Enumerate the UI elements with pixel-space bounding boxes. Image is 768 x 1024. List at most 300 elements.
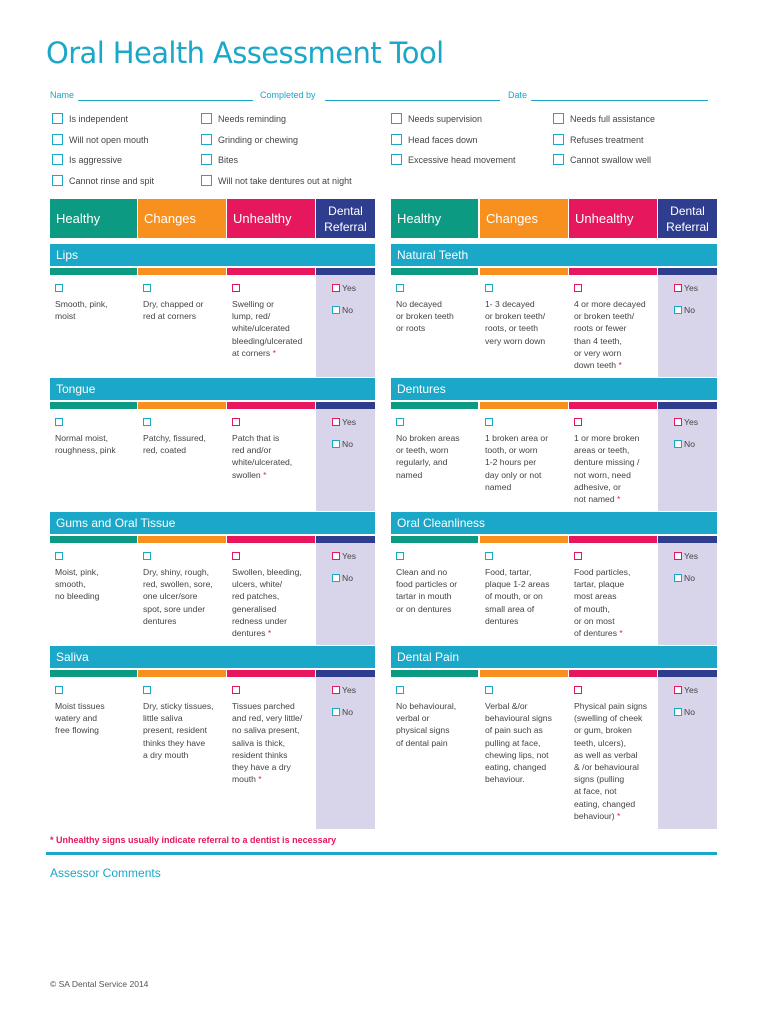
cell-text: named bbox=[485, 481, 512, 492]
referral-yes[interactable] bbox=[332, 417, 356, 427]
cell-text-line bbox=[485, 432, 567, 444]
referral-no-label: No bbox=[684, 439, 695, 449]
referral-yes[interactable] bbox=[674, 417, 698, 427]
option-item[interactable] bbox=[391, 114, 482, 125]
cell-text-line bbox=[574, 724, 656, 736]
color-strip bbox=[658, 670, 717, 677]
referral-no-checkbox[interactable] bbox=[674, 440, 682, 448]
section-tongue bbox=[50, 378, 375, 400]
cell-text-line bbox=[143, 310, 225, 322]
cell-text: thinks they have bbox=[143, 737, 206, 748]
cell-text: Clean and no bbox=[396, 567, 448, 577]
cell-text-line bbox=[143, 603, 225, 615]
cell-text: Moist, pink, bbox=[55, 567, 99, 577]
color-strip bbox=[50, 402, 137, 409]
referral-yes[interactable] bbox=[332, 551, 356, 561]
option-checkbox[interactable] bbox=[52, 175, 63, 186]
color-strip bbox=[391, 670, 478, 677]
referral-yes-checkbox[interactable] bbox=[674, 552, 682, 560]
cell-text: Dry, sticky tissues, bbox=[143, 701, 214, 711]
option-checkbox[interactable] bbox=[391, 113, 402, 124]
cell-text: very worn down bbox=[485, 335, 546, 346]
option-checkbox[interactable] bbox=[553, 154, 564, 165]
color-strip bbox=[391, 268, 478, 275]
cell-text: dentures bbox=[485, 615, 519, 626]
name-field[interactable] bbox=[78, 100, 253, 101]
cell-text-line bbox=[574, 761, 656, 773]
assessment-cell-unhealthy bbox=[574, 284, 656, 371]
unhealthy-checkbox[interactable] bbox=[574, 686, 582, 694]
option-item[interactable] bbox=[391, 155, 516, 166]
cell-text: & /or behavioural bbox=[574, 762, 639, 773]
color-strip bbox=[658, 402, 717, 409]
section-title: Natural Teeth bbox=[397, 248, 469, 262]
assessment-cell-unhealthy bbox=[232, 284, 314, 359]
section-title: Saliva bbox=[56, 650, 89, 664]
cell-text: behaviour) bbox=[574, 810, 615, 821]
cell-text: watery and bbox=[55, 713, 98, 724]
referral-no-label: No bbox=[342, 707, 353, 717]
changes-checkbox[interactable] bbox=[143, 686, 151, 694]
color-strip bbox=[316, 402, 375, 409]
healthy-checkbox[interactable] bbox=[396, 552, 404, 560]
cell-text: or very worn bbox=[574, 347, 622, 358]
cell-text-line bbox=[396, 456, 477, 468]
option-checkbox[interactable] bbox=[201, 134, 212, 145]
cell-text: they have a dry bbox=[232, 762, 291, 773]
changes-checkbox[interactable] bbox=[143, 284, 151, 292]
changes-checkbox[interactable] bbox=[485, 686, 493, 694]
cell-text-line bbox=[485, 469, 567, 481]
cell-text-line bbox=[232, 335, 314, 347]
cell-text: lump, red/ bbox=[232, 311, 271, 322]
header-label-line: Dental bbox=[670, 203, 705, 218]
section-title: Dental Pain bbox=[397, 650, 460, 664]
cell-text-line bbox=[232, 627, 314, 639]
healthy-checkbox[interactable] bbox=[55, 418, 63, 426]
color-strip bbox=[138, 670, 226, 677]
cell-text: swollen bbox=[232, 469, 261, 480]
referral-no-checkbox[interactable] bbox=[332, 708, 340, 716]
cell-text-line bbox=[55, 310, 136, 322]
referral-no-checkbox[interactable] bbox=[332, 440, 340, 448]
referral-no-checkbox[interactable] bbox=[332, 574, 340, 582]
referral-yes-checkbox[interactable] bbox=[332, 686, 340, 694]
referral-cell bbox=[658, 677, 717, 829]
cell-text: Dry, shiny, rough, bbox=[143, 567, 210, 577]
color-strip bbox=[569, 402, 657, 409]
color-strip bbox=[316, 670, 375, 677]
referral-no[interactable] bbox=[332, 439, 353, 449]
cell-text: Verbal &/or bbox=[485, 701, 528, 711]
cell-text: or broken teeth bbox=[396, 311, 454, 322]
header-label bbox=[666, 203, 709, 235]
cell-text: of dentures bbox=[574, 628, 617, 639]
cell-text: red and/or bbox=[232, 445, 272, 456]
cell-text-line bbox=[574, 737, 656, 749]
referral-yes-checkbox[interactable] bbox=[332, 284, 340, 292]
cell-text-line bbox=[232, 566, 314, 578]
referral-yes[interactable] bbox=[332, 283, 356, 293]
color-strip bbox=[316, 268, 375, 275]
header-label: Changes bbox=[144, 211, 197, 226]
assessment-cell-unhealthy bbox=[232, 418, 314, 481]
assessment-cell-healthy bbox=[55, 418, 136, 456]
assessment-cell-healthy bbox=[55, 552, 136, 603]
cell-text-line bbox=[396, 700, 477, 712]
assessment-cell-healthy bbox=[396, 418, 477, 481]
cell-text: bleeding/ulcerated bbox=[232, 335, 303, 346]
section-saliva bbox=[50, 646, 375, 668]
cell-text-line bbox=[396, 298, 477, 310]
cell-text-line bbox=[396, 603, 477, 615]
cell-text: tooth, or worn bbox=[485, 445, 538, 456]
assessment-cell-healthy bbox=[396, 552, 477, 615]
changes-checkbox[interactable] bbox=[485, 418, 493, 426]
column-header-unhealthy bbox=[569, 199, 657, 238]
option-label: Is aggressive bbox=[69, 155, 123, 165]
option-item[interactable] bbox=[553, 155, 651, 166]
referral-no-checkbox[interactable] bbox=[332, 306, 340, 314]
option-label: Grinding or chewing bbox=[218, 135, 299, 145]
healthy-checkbox[interactable] bbox=[55, 552, 63, 560]
cell-text: No broken areas bbox=[396, 433, 460, 443]
cell-text-line bbox=[143, 700, 225, 712]
option-item[interactable] bbox=[201, 155, 238, 166]
referral-no[interactable] bbox=[674, 573, 695, 583]
cell-text: red, swollen, sore, bbox=[143, 579, 213, 590]
referral-yes-label: Yes bbox=[342, 417, 357, 427]
cell-text: denture missing / bbox=[574, 457, 640, 468]
cell-text: Patch that is bbox=[232, 433, 280, 443]
cell-text-line bbox=[55, 700, 136, 712]
cell-text: down teeth bbox=[574, 360, 617, 371]
unhealthy-checkbox[interactable] bbox=[574, 284, 582, 292]
option-checkbox[interactable] bbox=[391, 154, 402, 165]
cell-text: of mouth, bbox=[574, 603, 610, 614]
cell-text: tartar, plaque bbox=[574, 579, 625, 590]
cell-text: of mouth, or on bbox=[485, 591, 543, 602]
referral-no-label: No bbox=[684, 707, 695, 717]
cell-text: signs (pulling bbox=[574, 774, 625, 785]
referral-no[interactable] bbox=[674, 707, 695, 717]
cell-text-line bbox=[485, 724, 567, 736]
referral-no-label: No bbox=[342, 439, 353, 449]
cell-text: Patchy, fissured, bbox=[143, 433, 206, 443]
cell-text-line bbox=[485, 481, 567, 493]
cell-text-line bbox=[232, 469, 314, 481]
color-strip bbox=[480, 670, 568, 677]
referral-yes[interactable] bbox=[674, 551, 698, 561]
cell-text-line bbox=[232, 310, 314, 322]
column-header-dental-referral bbox=[316, 199, 375, 238]
cell-text: eating, changed bbox=[485, 762, 547, 773]
option-label: Is independent bbox=[69, 114, 129, 124]
referral-yes[interactable] bbox=[332, 685, 356, 695]
cell-text: Tissues parched bbox=[232, 701, 295, 711]
color-strip bbox=[658, 536, 717, 543]
option-item[interactable] bbox=[553, 135, 644, 146]
color-strip bbox=[569, 536, 657, 543]
cell-text-line bbox=[232, 603, 314, 615]
cell-text: no saliva present, bbox=[232, 725, 300, 736]
changes-checkbox[interactable] bbox=[485, 552, 493, 560]
cell-text-line bbox=[574, 749, 656, 761]
cell-text-line bbox=[485, 322, 567, 334]
cell-text-line bbox=[485, 712, 567, 724]
cell-text-line bbox=[55, 590, 136, 602]
option-item[interactable] bbox=[553, 114, 655, 125]
cell-text: pulling at face, bbox=[485, 737, 541, 748]
referral-yes-checkbox[interactable] bbox=[674, 686, 682, 694]
unhealthy-checkbox[interactable] bbox=[232, 686, 240, 694]
color-strip bbox=[658, 268, 717, 275]
cell-text: dentures bbox=[143, 615, 177, 626]
cell-text: chewing lips, not bbox=[485, 749, 549, 760]
assessment-cell-changes bbox=[143, 552, 225, 627]
color-strip bbox=[480, 268, 568, 275]
color-strip bbox=[569, 670, 657, 677]
footnote: * Unhealthy signs usually indicate referral to a dentist is necessary bbox=[50, 835, 337, 845]
healthy-checkbox[interactable] bbox=[55, 686, 63, 694]
assessment-cell-healthy bbox=[396, 686, 477, 749]
cell-text-line bbox=[143, 298, 225, 310]
cell-text: at face, not bbox=[574, 786, 617, 797]
option-checkbox[interactable] bbox=[201, 175, 212, 186]
header-label: Healthy bbox=[397, 211, 442, 226]
header-label-line: Dental bbox=[328, 203, 363, 218]
column-header-unhealthy bbox=[227, 199, 315, 238]
cell-text-line bbox=[143, 590, 225, 602]
cell-text-line bbox=[574, 798, 656, 810]
option-item[interactable] bbox=[201, 176, 352, 187]
referral-yes[interactable] bbox=[674, 283, 698, 293]
referral-no[interactable] bbox=[674, 439, 695, 449]
cell-text: 4 or more decayed bbox=[574, 299, 646, 309]
referral-yes-label: Yes bbox=[684, 551, 699, 561]
option-checkbox[interactable] bbox=[52, 113, 63, 124]
unhealthy-checkbox[interactable] bbox=[232, 284, 240, 292]
section-title: Tongue bbox=[56, 382, 96, 396]
cell-text-line bbox=[485, 444, 567, 456]
healthy-checkbox[interactable] bbox=[396, 284, 404, 292]
cell-text: Swollen, bleeding, bbox=[232, 567, 302, 577]
option-label: Will not take dentures out at night bbox=[218, 176, 352, 186]
cell-text: little saliva bbox=[143, 713, 183, 724]
cell-text-line bbox=[485, 335, 567, 347]
cell-text: as well as verbal bbox=[574, 749, 638, 760]
referral-yes-label: Yes bbox=[684, 283, 699, 293]
cell-text-line bbox=[574, 444, 656, 456]
cell-text-line bbox=[396, 712, 477, 724]
option-label: Needs supervision bbox=[408, 114, 483, 124]
healthy-checkbox[interactable] bbox=[396, 418, 404, 426]
referral-no-label: No bbox=[684, 573, 695, 583]
referral-star: * bbox=[618, 360, 622, 371]
option-item[interactable] bbox=[52, 135, 149, 146]
cell-text: present, resident bbox=[143, 725, 208, 736]
cell-text-line bbox=[396, 590, 477, 602]
assessment-cell-healthy bbox=[396, 284, 477, 335]
color-strip bbox=[227, 536, 315, 543]
column-header-changes bbox=[138, 199, 226, 238]
header-label bbox=[324, 203, 367, 235]
cell-text-line bbox=[143, 749, 225, 761]
assessment-cell-unhealthy bbox=[232, 552, 314, 639]
cell-text-line bbox=[574, 785, 656, 797]
date-label: Date bbox=[508, 90, 528, 100]
cell-text-line bbox=[396, 310, 477, 322]
cell-text: behaviour. bbox=[485, 774, 525, 785]
cell-text: most areas bbox=[574, 591, 617, 602]
color-strip bbox=[138, 268, 226, 275]
cell-text: one ulcer/sore bbox=[143, 591, 198, 602]
cell-text-line bbox=[55, 566, 136, 578]
cell-text-line bbox=[232, 590, 314, 602]
referral-no[interactable] bbox=[332, 305, 353, 315]
unhealthy-checkbox[interactable] bbox=[232, 552, 240, 560]
assessment-cell-changes bbox=[485, 552, 567, 627]
color-strip bbox=[50, 536, 137, 543]
cell-text-line bbox=[485, 456, 567, 468]
option-label: Needs reminding bbox=[218, 114, 287, 124]
changes-checkbox[interactable] bbox=[485, 284, 493, 292]
healthy-checkbox[interactable] bbox=[396, 686, 404, 694]
referral-no-label: No bbox=[684, 305, 695, 315]
cell-text: food particles or bbox=[396, 579, 458, 590]
healthy-checkbox[interactable] bbox=[55, 284, 63, 292]
assessment-cell-changes bbox=[485, 418, 567, 493]
cell-text-line bbox=[396, 724, 477, 736]
cell-text-line bbox=[574, 627, 656, 639]
cell-text: (swelling of cheek bbox=[574, 713, 643, 724]
changes-checkbox[interactable] bbox=[143, 552, 151, 560]
assessor-comments-heading: Assessor Comments bbox=[50, 866, 161, 880]
cell-text: No behavioural, bbox=[396, 701, 457, 711]
cell-text: Normal moist, bbox=[55, 433, 109, 443]
color-strip bbox=[50, 268, 137, 275]
cell-text: saliva is thick, bbox=[232, 737, 286, 748]
referral-no[interactable] bbox=[332, 573, 353, 583]
cell-text-line bbox=[574, 469, 656, 481]
cell-text: behavioural signs bbox=[485, 713, 552, 724]
cell-text-line bbox=[232, 724, 314, 736]
referral-no-checkbox[interactable] bbox=[674, 574, 682, 582]
cell-text-line bbox=[143, 432, 225, 444]
cell-text-line bbox=[485, 761, 567, 773]
cell-text: Smooth, pink, bbox=[55, 299, 108, 309]
option-item[interactable] bbox=[391, 135, 478, 146]
option-checkbox[interactable] bbox=[52, 154, 63, 165]
cell-text-line bbox=[485, 737, 567, 749]
cell-text-line bbox=[574, 432, 656, 444]
referral-yes-checkbox[interactable] bbox=[332, 552, 340, 560]
changes-checkbox[interactable] bbox=[143, 418, 151, 426]
cell-text: or on dentures bbox=[396, 603, 452, 614]
color-strip bbox=[227, 670, 315, 677]
option-checkbox[interactable] bbox=[553, 134, 564, 145]
date-field[interactable] bbox=[531, 100, 708, 101]
unhealthy-checkbox[interactable] bbox=[574, 552, 582, 560]
option-checkbox[interactable] bbox=[391, 134, 402, 145]
cell-text: Physical pain signs bbox=[574, 701, 648, 711]
cell-text: dentures bbox=[232, 628, 266, 639]
cell-text: eating, changed bbox=[574, 798, 636, 809]
unhealthy-checkbox[interactable] bbox=[232, 418, 240, 426]
cell-text-line bbox=[485, 603, 567, 615]
section-title: Oral Cleanliness bbox=[397, 516, 486, 530]
cell-text: or teeth, worn bbox=[396, 445, 449, 456]
option-label: Will not open mouth bbox=[69, 135, 149, 145]
option-item[interactable] bbox=[201, 114, 286, 125]
referral-yes-checkbox[interactable] bbox=[674, 418, 682, 426]
assessment-cell-changes bbox=[143, 686, 225, 761]
option-item[interactable] bbox=[52, 114, 128, 125]
option-checkbox[interactable] bbox=[553, 113, 564, 124]
option-item[interactable] bbox=[52, 176, 154, 187]
header-label: Unhealthy bbox=[575, 211, 634, 226]
option-label: Head faces down bbox=[408, 135, 478, 145]
option-checkbox[interactable] bbox=[201, 154, 212, 165]
section-oral-cleanliness bbox=[391, 512, 717, 534]
cell-text: of dental pain bbox=[396, 737, 448, 748]
referral-no-checkbox[interactable] bbox=[674, 306, 682, 314]
cell-text-line bbox=[574, 590, 656, 602]
cell-text-line bbox=[232, 444, 314, 456]
cell-text-line bbox=[232, 322, 314, 334]
cell-text-line bbox=[396, 322, 477, 334]
cell-text: 1 or more broken bbox=[574, 433, 640, 443]
referral-no[interactable] bbox=[332, 707, 353, 717]
cell-text-line bbox=[485, 310, 567, 322]
referral-yes-label: Yes bbox=[342, 551, 357, 561]
cell-text-line bbox=[574, 810, 656, 822]
option-checkbox[interactable] bbox=[52, 134, 63, 145]
cell-text: 1-2 hours per bbox=[485, 457, 537, 468]
column-header-changes bbox=[480, 199, 568, 238]
cell-text-line bbox=[143, 615, 225, 627]
cell-text: moist bbox=[55, 311, 76, 322]
option-item[interactable] bbox=[201, 135, 298, 146]
referral-yes-checkbox[interactable] bbox=[674, 284, 682, 292]
completed-by-field[interactable] bbox=[325, 100, 500, 101]
referral-yes[interactable] bbox=[674, 685, 698, 695]
referral-yes-label: Yes bbox=[684, 685, 699, 695]
cell-text: roughness, pink bbox=[55, 445, 116, 456]
cell-text: plaque 1-2 areas bbox=[485, 579, 550, 590]
option-item[interactable] bbox=[52, 155, 122, 166]
name-label: Name bbox=[50, 90, 75, 100]
cell-text: and red, very little/ bbox=[232, 713, 303, 724]
cell-text-line bbox=[574, 712, 656, 724]
color-strip bbox=[569, 268, 657, 275]
referral-star: * bbox=[267, 628, 272, 639]
referral-no-checkbox[interactable] bbox=[674, 708, 682, 716]
option-checkbox[interactable] bbox=[201, 113, 212, 124]
cell-text: generalised bbox=[232, 603, 277, 614]
cell-text: areas or teeth, bbox=[574, 445, 630, 456]
referral-yes-checkbox[interactable] bbox=[332, 418, 340, 426]
cell-text-line bbox=[232, 456, 314, 468]
column-header-healthy bbox=[50, 199, 137, 238]
referral-no-label: No bbox=[342, 573, 353, 583]
unhealthy-checkbox[interactable] bbox=[574, 418, 582, 426]
cell-text: 1 broken area or bbox=[485, 433, 549, 443]
cell-text-line bbox=[485, 700, 567, 712]
cell-text-line bbox=[574, 456, 656, 468]
referral-no[interactable] bbox=[674, 305, 695, 315]
color-strip bbox=[391, 402, 478, 409]
